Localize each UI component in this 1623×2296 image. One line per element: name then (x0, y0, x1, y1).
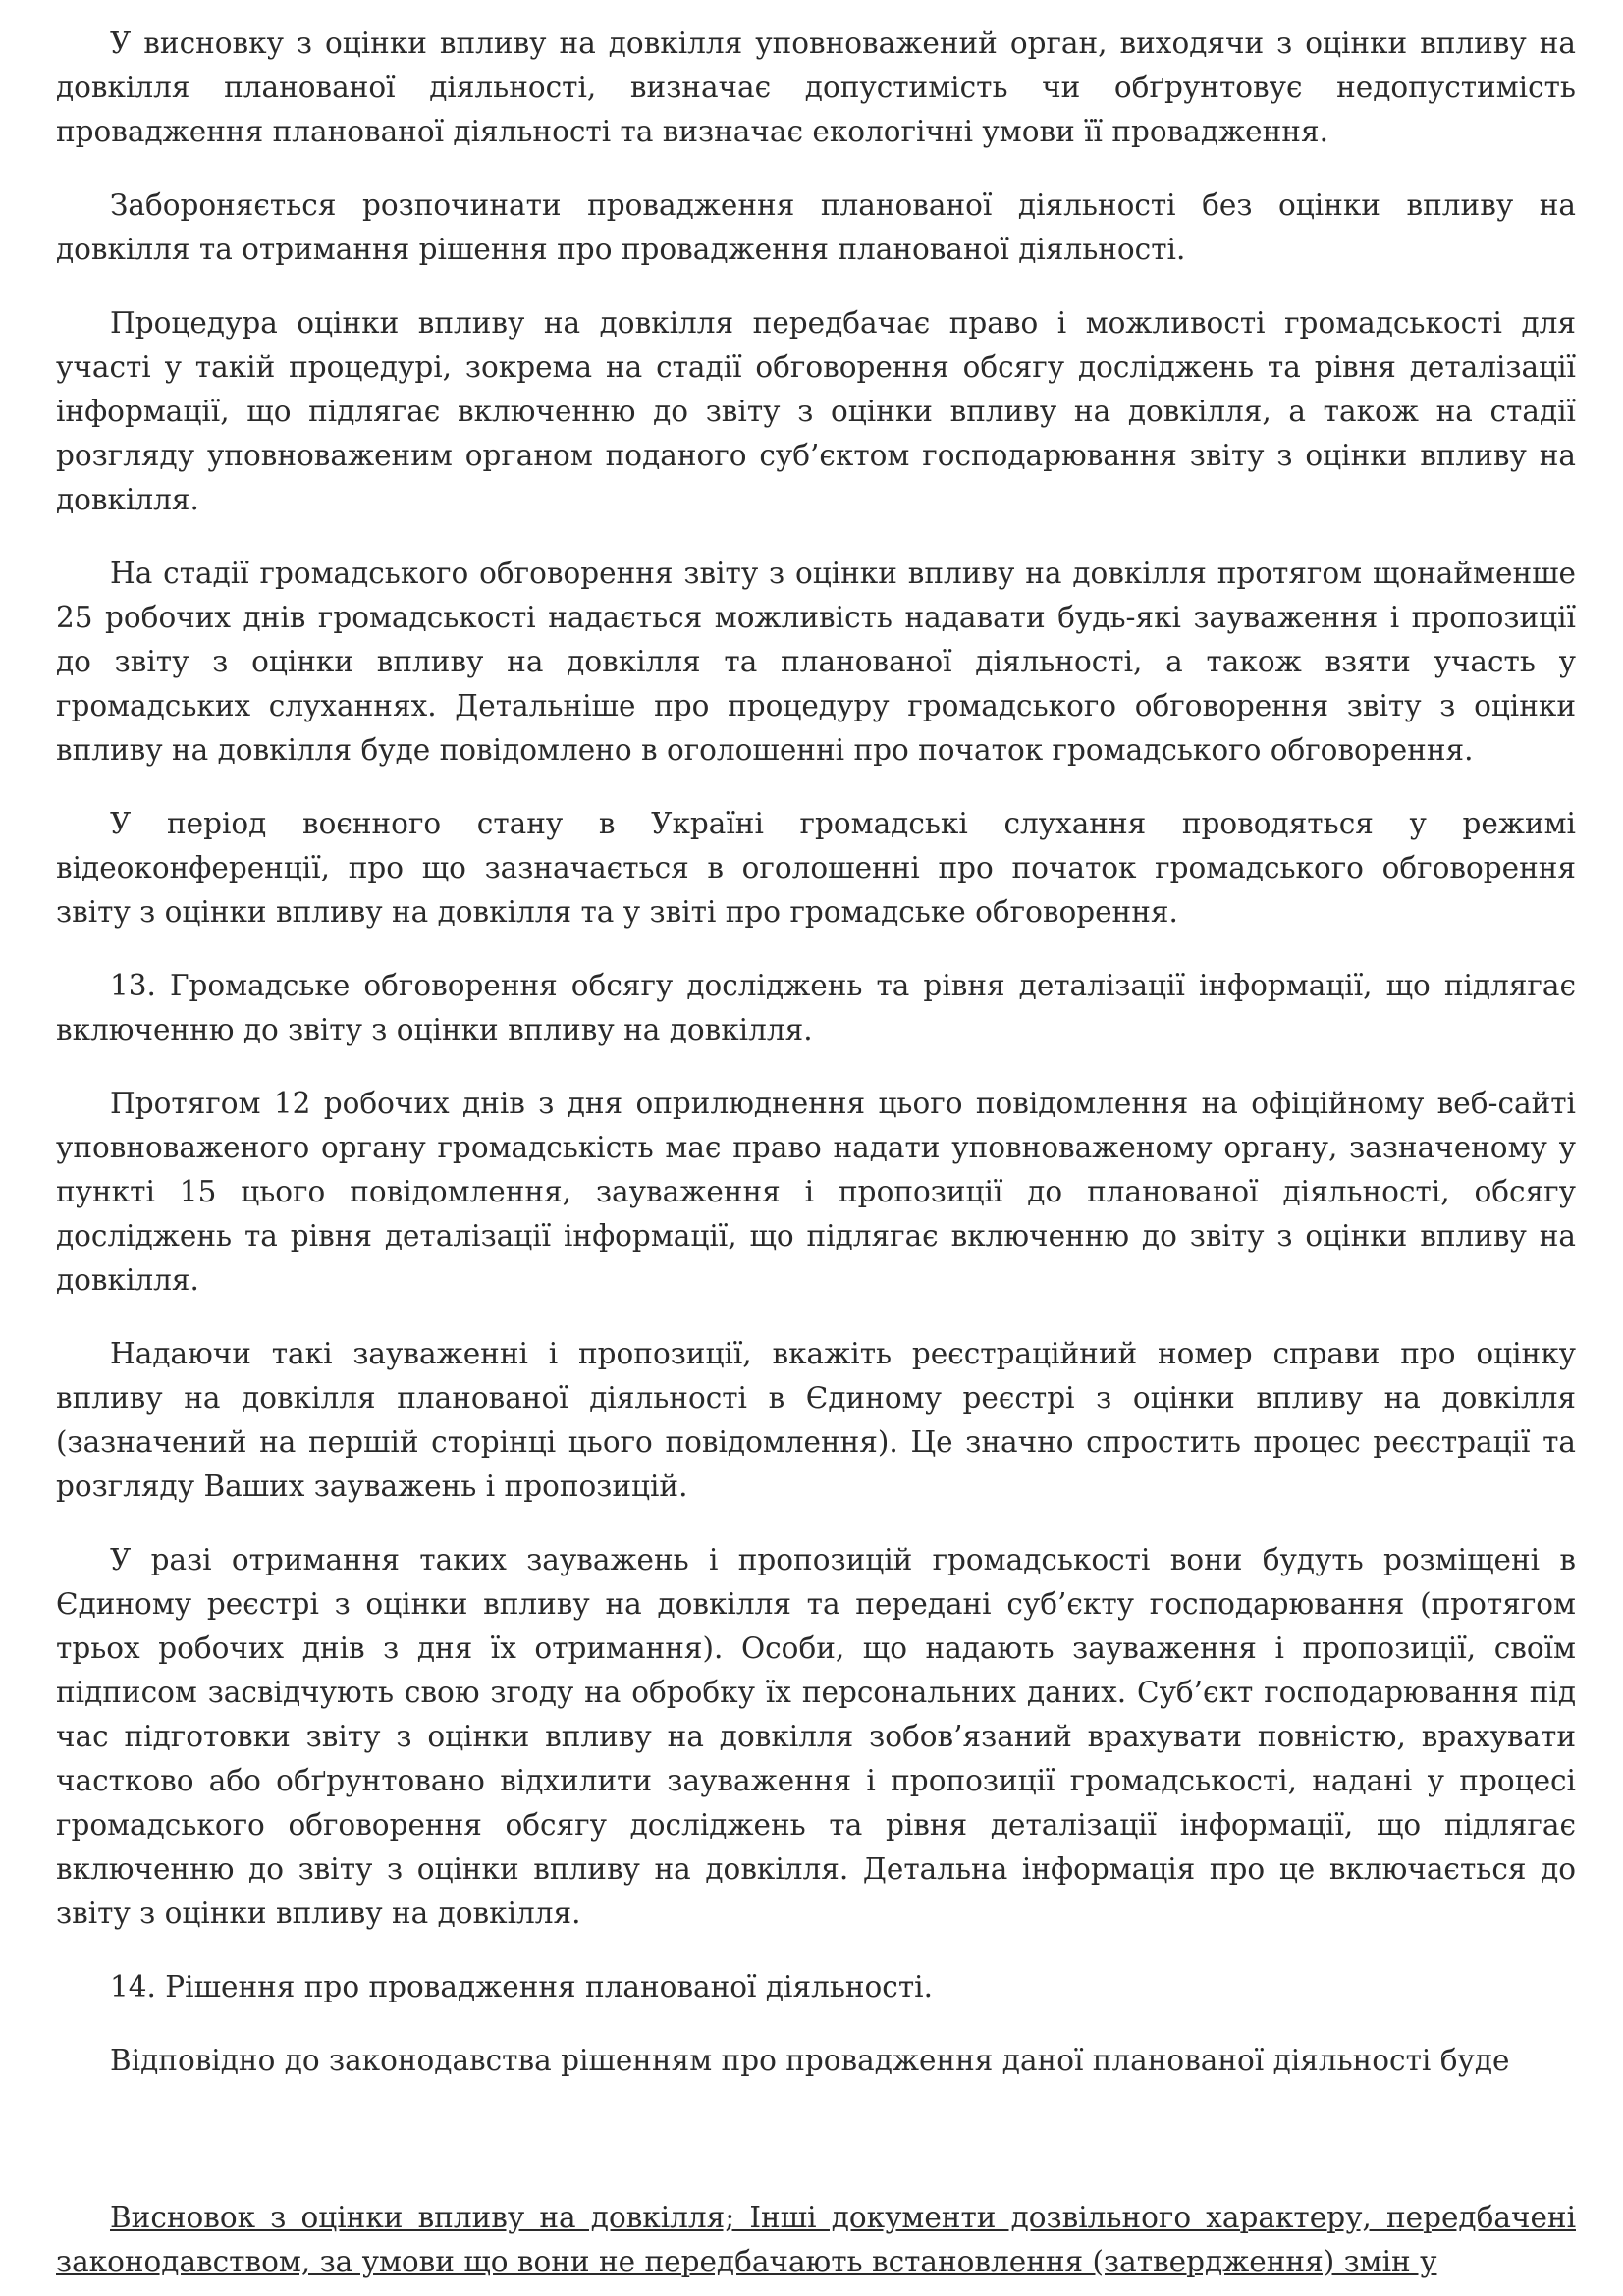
section-13-heading: 13. Громадське обговорення обсягу досліджень та рівня деталізації інформації, що підлягає включенню до звіту з оцінки впливу на довкілля. (56, 969, 1576, 1046)
document-page (56, 22, 1576, 2284)
paragraph-registration-number: Надаючи такі зауваженні і пропозиції, вкажіть реєстраційний номер справи про оцінку впливу на довкілля планованої діяльності в Єдиному реєстрі з оцінки впливу на довкілля (зазначений на першій сторінці цього повідомлення). Це значно спростить процес реєстрації та розгляду Ваших зауважень і пропозицій. (56, 1337, 1576, 1503)
paragraph-comments-handling: У разі отримання таких зауважень і пропозицій громадськості вони будуть розміщені в Єдиному реєстрі з оцінки впливу на довкілля та передані суб’єкту господарювання (протягом трьох робочих днів з дня їх отримання). Особи, що надають зауваження і пропозиції, своїм підписом засвідчують свою згоду на обробку їх персональних даних. Суб’єкт господарювання під час підготовки звіту з оцінки впливу на довкілля зобов’язаний врахувати повністю, врахувати частково або обґрунтовано відхилити зауваження і пропозиції громадськості, надані у процесі громадського обговорення обсягу досліджень та рівня деталізації інформації, що підлягає включенню до звіту з оцінки впливу на довкілля. Детальна інформація про це включається до звіту з оцінки впливу на довкілля. (56, 1543, 1576, 1930)
paragraph-conclusion: У висновку з оцінки впливу на довкілля уповноважений орган, виходячи з оцінки впливу на довкілля планованої діяльності, визначає допустимість чи обґрунтовує недопустимість провадження планованої діяльності та визначає екологічні умови її провадження. (56, 27, 1576, 148)
paragraph-prohibition: Забороняється розпочинати провадження планованої діяльності без оцінки впливу на довкілля та отримання рішення про провадження планованої діяльності. (56, 188, 1576, 266)
paragraph-decision-documents: Висновок з оцінки впливу на довкілля; Інші документи дозвільного характеру, передбачені законодавством, за умови що вони не передбачають встановлення (затвердження) змін у (56, 2201, 1576, 2278)
paragraph-public-discussion-report: На стадії громадського обговорення звіту з оцінки впливу на довкілля протягом щонайменше 25 робочих днів громадськості надається можливість надавати будь-які зауваження і пропозиції до звіту з оцінки впливу на довкілля та планованої діяльності, а також взяти участь у громадських слуханнях. Детальніше про процедуру громадського обговорення звіту з оцінки впливу на довкілля буде повідомлено в оголошенні про початок громадського обговорення. (56, 557, 1576, 767)
paragraph-decision-by-law: Відповідно до законодавства рішенням про провадження даної планованої діяльності буде (110, 2044, 1510, 2077)
paragraph-public-participation: Процедура оцінки впливу на довкілля передбачає право і можливості громадськості для участі у такій процедурі, зокрема на стадії обговорення обсягу досліджень та рівня деталізації інформації, що підлягає включенню до звіту з оцінки впливу на довкілля, а також на стадії розгляду уповноваженим органом поданого суб’єктом господарювання звіту з оцінки впливу на довкілля. (56, 306, 1576, 516)
paragraph-12-working-days: Протягом 12 робочих днів з дня оприлюднення цього повідомлення на офіційному веб-сайті уповноваженого органу громадськість має право надати уповноваженому органу, зазначеному у пункті 15 цього повідомлення, зауваження і пропозиції до планованої діяльності, обсягу досліджень та рівня деталізації інформації, що підлягає включенню до звіту з оцінки впливу на довкілля. (56, 1087, 1576, 1297)
section-14-heading: 14. Рішення про провадження планованої діяльності. (110, 1970, 933, 2003)
paragraph-martial-law: У період воєнного стану в Україні громадські слухання проводяться у режимі відеоконференції, про що зазначається в оголошенні про початок громадського обговорення звіту з оцінки впливу на довкілля та у звіті про громадське обговорення. (56, 807, 1576, 929)
